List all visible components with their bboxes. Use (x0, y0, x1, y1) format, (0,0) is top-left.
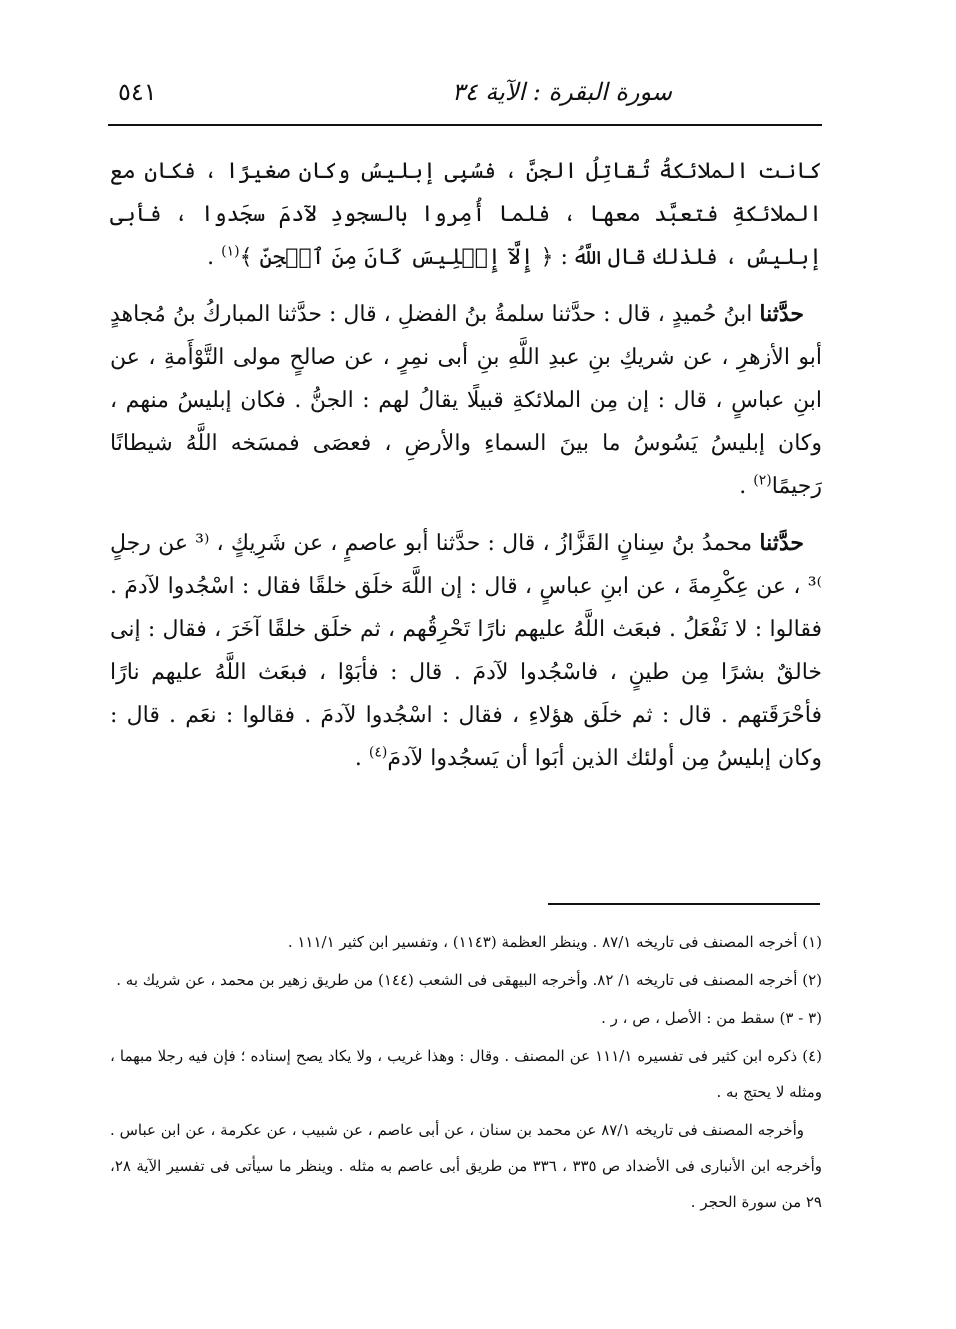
paragraph-end: . (354, 746, 369, 771)
footnote-rule (548, 903, 820, 905)
paragraph-lead: حدَّثنا (759, 530, 804, 556)
footnote: (١) أخرجه المصنف فى تاريخه ٨٧/١ . وينظر العظمة (١١٤٣) ، وتفسير ابن كثير ١١١/١ . (287, 933, 822, 951)
page-number: ٥٤١ (118, 78, 157, 106)
paragraph (110, 522, 822, 780)
body-text (110, 150, 822, 794)
paragraph-lead: حدَّثنا (759, 301, 804, 327)
footnote-marker: (٤) (368, 744, 388, 761)
footnote-marker: (١) (221, 243, 240, 260)
paragraph-end: . (739, 474, 754, 499)
footnotes (110, 924, 822, 1222)
paragraph-end: . (207, 245, 222, 270)
footnote: (٤) ذكره ابن كثير فى تفسيره ١١١/١ عن المصنف . وقال : وهذا غريب ، ولا يكاد يصح إسناده ؛ فإن فيه رجلا مبهما ، ومثله لا يحتج به . (110, 1047, 822, 1101)
paragraph-text: محمدُ بنُ سِنانٍ القَزَّازُ ، قال : حدَّثنا أبو عاصمٍ ، عن شَرِيكٍ ، ⁽³ عن رجلٍ ⁾³ ، عن عِكْرِمةَ ، عن ابنِ عباسٍ ، قال : إن اللَّهَ خلَق خلقًا فقال : اسْجُدوا لآدمَ . فقالوا : لا نَفْعَلُ . فبعَث اللَّهُ عليهم نارًا تَحْرِقُهم ، ثم خلَق خلقًا آخَرَ ، فقال : إنى خالقٌ بشرًا مِن طينٍ ، فاسْجُدوا لآدمَ . قال : فأبَوْا ، فبعَث اللَّهُ عليهم نارًا فأحْرَقَتهم . قال : ثم خلَق هؤلاءِ ، فقال : اسْجُدوا لآدمَ . فقالوا : نعَم . قال : وكان إبليسُ مِن أولئك الذين أبَوا أن يَسجُدوا لآدمَ (110, 531, 822, 771)
footnote: (٣ - ٣) سقط من : الأصل ، ص ، ر . (601, 1009, 822, 1027)
paragraph (110, 293, 822, 508)
paragraph-text: كانت الملائكةُ تُقاتِلُ الجنَّ ، فسُبِى إبليسُ وكان صغيرًا ، فكان مع الملائكةِ فتعبَّد معها ، فلما أُمِروا بالسجودِ لآدمَ سجَدوا ، فأبى إبليسُ ، فلذلك قال اللَّهُ : ﴿ إِلَّآ إِبۡلِيسَ كَانَ مِنَ ٱلۡجِنِّ ﴾ (110, 159, 822, 270)
header-rule (108, 124, 822, 126)
paragraph (110, 150, 822, 279)
footnote-marker: (٢) (753, 472, 772, 489)
paragraph-text: ابنُ حُميدٍ ، قال : حدَّثنا سلمةُ بنُ الفضلِ ، قال : حدَّثنا المباركُ بنُ مُجاهدٍ أبو الأزهرِ ، عن شريكِ بنِ عبدِ اللَّهِ بنِ أبى نمِرٍ ، عن صالحٍ مولى التَّوْأَمةِ ، عن ابنِ عباسٍ ، قال : إن مِن الملائكةِ قبيلًا يقالُ لهم : الجنُّ . فكان إبليسُ منهم ، وكان إبليسُ يَسُوسُ ما بينَ السماءِ والأرضِ ، فعصَى فمسَخه اللَّهُ شيطانًا رَجيمًا (110, 302, 823, 499)
footnote: وأخرجه المصنف فى تاريخه ٨٧/١ عن محمد بن سنان ، عن أبى عاصم ، عن شبيب ، عن عكرمة ، عن ابن عباس . وأخرجه ابن الأنبارى فى الأضداد ص ٣٣٥ ، ٣٣٦ من طريق أبى عاصم به مثله . وينظر ما سيأتى فى تفسير الآية ٢٨، ٢٩ من سورة الحجر . (110, 1121, 823, 1211)
footnote: (٢) أخرجه المصنف فى تاريخه ١/ ٨٢. وأخرجه البيهقى فى الشعب (١٤٤) من طريق زهير بن محمد ، عن شريك به . (116, 971, 822, 989)
running-title: سورة البقرة : الآية ٣٤ (451, 78, 672, 106)
page-header (108, 78, 822, 120)
